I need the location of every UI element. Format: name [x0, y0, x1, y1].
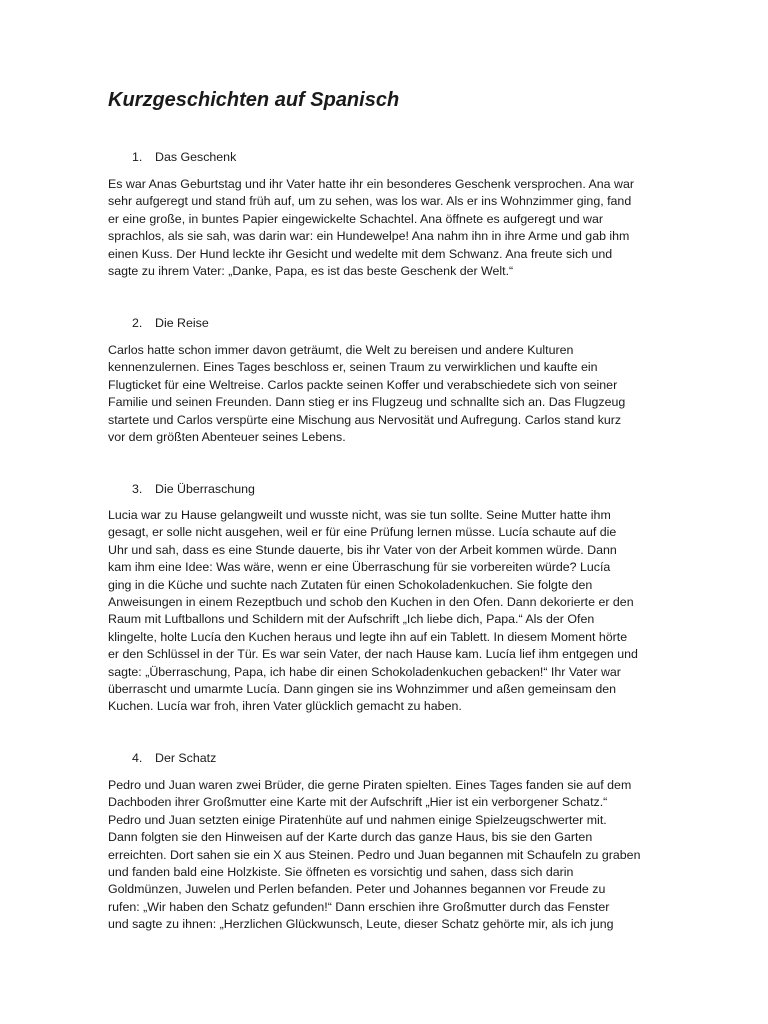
paragraph-line: Dachboden ihrer Großmutter eine Karte mit der Aufschrift „Hier ist ein verborgener Schatz.“ — [108, 795, 608, 810]
section-title: Die Überraschung — [155, 482, 255, 496]
section-paragraph-geschenk — [108, 176, 668, 280]
section-heading-ueberraschung — [132, 481, 255, 498]
paragraph-line: er eine große, in buntes Papier eingewickelte Schachtel. Ana öffnete es aufgeregt und war — [108, 211, 604, 226]
paragraph-line: und fanden bald eine Holzkiste. Sie öffneten es vorsichtig und sahen, dass sich darin — [108, 864, 574, 879]
paragraph-line: Lucia war zu Hause gelangweilt und wusste nicht, was sie tun sollte. Seine Mutter hatte ihm — [108, 508, 611, 522]
paragraph-line: einen Kuss. Der Hund leckte ihr Gesicht und wedelte mit dem Schwanz. Ana freute sich und — [108, 246, 613, 261]
paragraph-line: Es war Anas Geburtstag und ihr Vater hatte ihr ein besonderes Geschenk versprochen. Ana war — [108, 177, 634, 191]
paragraph-line: er den Schlüssel in der Tür. Es war sein Vater, der nach Hause kam. Lucía lief ihm entgegen und — [108, 647, 638, 662]
paragraph-line: kam ihm eine Idee: Was wäre, wenn er eine Überraschung für sie vorbereiten würde? Lucía — [108, 560, 611, 575]
section-paragraph-reise — [108, 342, 668, 446]
section-number: 2. — [132, 316, 143, 330]
paragraph-line: klingelte, holte Lucía den Kuchen heraus und legte ihn auf ein Tablett. In diesem Moment hörte — [108, 629, 628, 644]
paragraph-line: Familie und seinen Freunden. Dann stieg er ins Flugzeug und schnallte sich an. Das Flugzeug — [108, 395, 626, 410]
paragraph-line: Pedro und Juan waren zwei Brüder, die gerne Piraten spielten. Eines Tages fanden sie auf dem — [108, 778, 632, 792]
paragraph-line: Pedro und Juan setzten einige Piratenhüte auf und nahmen einige Spielzeugschwerter mit. — [108, 812, 607, 827]
section-heading-schatz — [132, 750, 216, 767]
paragraph-line: Carlos hatte schon immer davon geträumt, die Welt zu bereisen und andere Kulturen — [108, 343, 574, 357]
paragraph-line: Raum mit Luftballons und Schildern mit der Aufschrift „Ich liebe dich, Papa.“ Als der Ofen — [108, 612, 595, 627]
paragraph-line: sagte zu ihrem Vater: „Danke, Papa, es ist das beste Geschenk der Welt.“ — [108, 263, 514, 278]
paragraph-line: kennenzulernen. Eines Tages beschloss er, seinen Traum zu verwirklichen und kaufte ein — [108, 360, 598, 375]
section-title: Der Schatz — [155, 751, 217, 765]
paragraph-line: und sagte zu ihnen: „Herzlichen Glückwunsch, Leute, dieser Schatz gehörte mir, als ich jung — [108, 917, 614, 932]
section-heading-geschenk — [132, 149, 236, 166]
paragraph-line: rufen: „Wir haben den Schatz gefunden!“ Dann erschien ihre Großmutter durch das Fenster — [108, 899, 610, 914]
document-title: Kurzgeschichten auf Spanisch — [108, 89, 400, 111]
paragraph-line: gesagt, er solle nicht ausgehen, weil er für eine Prüfung lernen müsse. Lucía schaute auf die — [108, 525, 617, 540]
paragraph-line: sagte: „Überraschung, Papa, ich habe dir einen Schokoladenkuchen gebacken!“ Ihr Vater war — [108, 664, 621, 679]
section-title: Die Reise — [155, 316, 209, 330]
paragraph-line: Dann folgten sie den Hinweisen auf der Karte durch das ganze Haus, bis sie den Garten — [108, 830, 593, 845]
paragraph-line: Goldmünzen, Juwelen und Perlen befanden. Peter und Johannes begannen vor Freude zu — [108, 882, 606, 897]
paragraph-line: ging in die Küche und suchte nach Zutaten für einen Schokoladenkuchen. Sie folgte den — [108, 577, 593, 592]
paragraph-line: Uhr und sah, dass es eine Stunde dauerte, bis ihr Vater von der Arbeit kommen würde. Dann — [108, 542, 617, 557]
paragraph-line: erreichten. Dort sahen sie ein X aus Steinen. Pedro und Juan begannen mit Schaufeln zu graben — [108, 847, 641, 862]
paragraph-line: Kuchen. Lucía war froh, ihren Vater glücklich gemacht zu haben. — [108, 699, 462, 714]
paragraph-line: überrascht und umarmte Lucía. Dann gingen sie ins Wohnzimmer und aßen gemeinsam den — [108, 681, 617, 696]
paragraph-line: sehr aufgeregt und stand früh auf, um zu sehen, was los war. Als er ins Wohnzimmer ging, fand — [108, 194, 632, 209]
paragraph-line: Flugticket für eine Weltreise. Carlos packte seinen Koffer und verabschiedete sich von seiner — [108, 377, 618, 392]
section-number: 1. — [132, 150, 143, 164]
section-title: Das Geschenk — [155, 150, 237, 164]
paragraph-line: sprachlos, als sie sah, was darin war: ein Hundewelpe! Ana nahm ihn in ihre Arme und gab ihm — [108, 229, 630, 244]
paragraph-line: Anweisungen in einem Rezeptbuch und schob den Kuchen in den Ofen. Dann dekorierte er den — [108, 594, 634, 609]
section-number: 3. — [132, 482, 143, 496]
paragraph-line: vor dem größten Abenteuer seines Lebens. — [108, 429, 346, 444]
section-heading-reise — [132, 315, 209, 332]
section-paragraph-schatz — [108, 777, 668, 934]
section-number: 4. — [132, 751, 143, 765]
paragraph-line: startete und Carlos verspürte eine Mischung aus Nervosität und Aufregung. Carlos stand kurz — [108, 412, 622, 427]
section-paragraph-ueberraschung — [108, 507, 668, 716]
